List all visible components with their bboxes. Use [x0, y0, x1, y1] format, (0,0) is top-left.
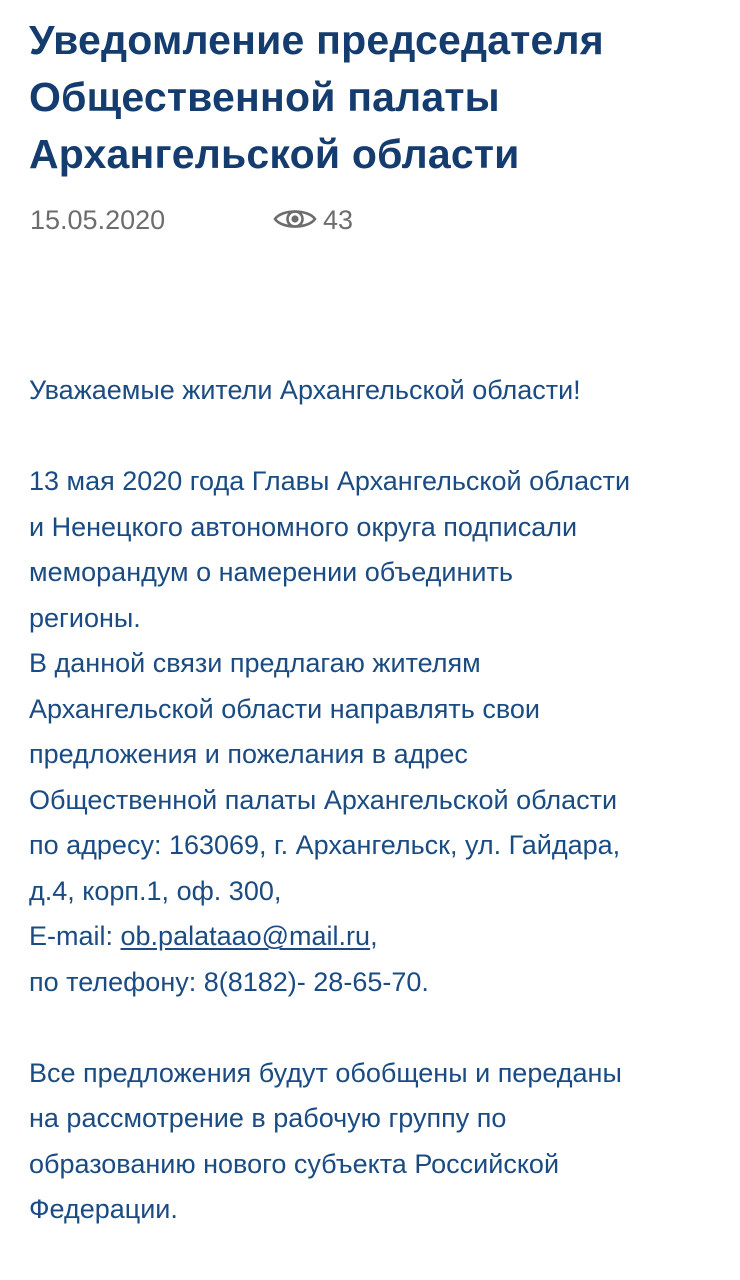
- body-line: меморандум о намерении объединить: [29, 557, 513, 587]
- body-line: Общественной палаты Архангельской области: [29, 784, 618, 815]
- body-line: по адресу: 163069, г. Архангельск, ул. Гайдара,: [29, 830, 621, 860]
- page-title: [29, 0, 729, 183]
- article-meta: [29, 199, 729, 239]
- body-line: Все предложения будут обобщены и переданы: [29, 1057, 622, 1088]
- title-line: Архангельской области: [29, 131, 520, 177]
- eye-icon: [273, 206, 317, 232]
- email-suffix: ,: [370, 921, 378, 951]
- paragraph-gap: [29, 1005, 729, 1051]
- title-line: Уведомление председателя: [29, 17, 604, 63]
- views-count: 43: [323, 204, 354, 235]
- email-line: [29, 914, 729, 960]
- body-line: В данной связи предлагаю жителям: [29, 648, 481, 678]
- email-label: E-mail:: [29, 921, 121, 951]
- body-line: предложения и пожелания в адрес: [29, 739, 468, 769]
- article-header: [29, 0, 729, 239]
- body-line: Федерации.: [29, 1194, 178, 1224]
- body-line: на рассмотрение в рабочую группу по: [29, 1103, 507, 1133]
- body-line: регионы.: [29, 602, 141, 633]
- title-line: Общественной палаты: [29, 74, 500, 120]
- greeting: Уважаемые жители Архангельской области!: [29, 375, 581, 405]
- body-line: Архангельской области направлять свои: [29, 693, 540, 724]
- body-line: д.4, корп.1, оф. 300,: [29, 875, 282, 906]
- body-line: образованию нового субъекта Российской: [29, 1148, 560, 1179]
- body-line: и Ненецкого автономного округа подписали: [29, 511, 578, 542]
- paragraph-gap: [29, 414, 729, 460]
- body-line: 13 мая 2020 года Главы Архангельской области: [29, 466, 631, 496]
- email-link[interactable]: ob.palataao@mail.ru: [120, 921, 371, 951]
- publish-date: 15.05.2020: [30, 205, 166, 235]
- article-body: [29, 368, 729, 1233]
- views-counter: [273, 199, 353, 239]
- phone-line: по телефону: 8(8182)- 28-65-70.: [29, 966, 429, 997]
